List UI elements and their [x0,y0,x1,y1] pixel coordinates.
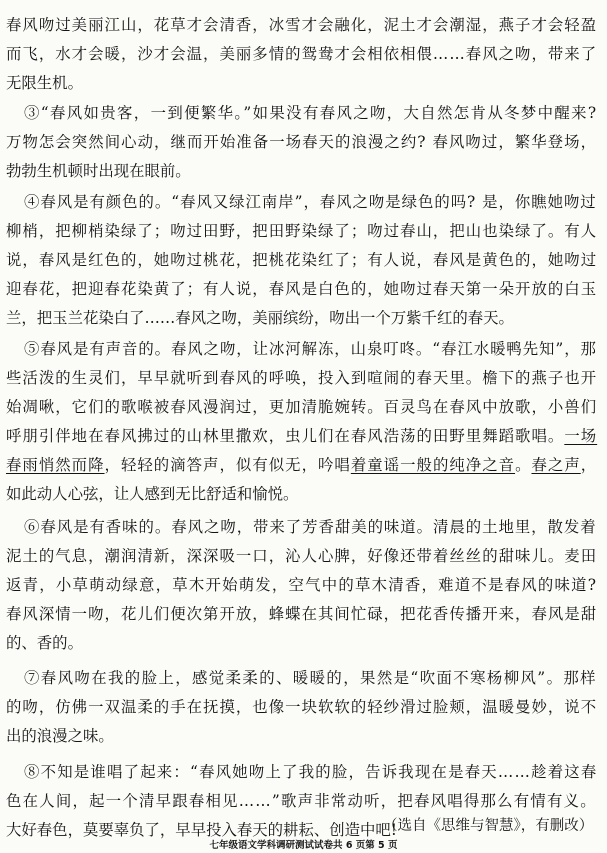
text-line: 柳梢，把柳梢染绿了；吻过田野，把田野染绿了；吻过春山，把山也染绿了。有人 [6,222,598,240]
text-segment: 呼朋引伴地在春风拂过的山林里撒欢，虫儿们在春风浩荡的田野里舞蹈歌唱。 [6,427,565,445]
text-line [6,422,596,451]
text-line: 万物怎会突然间心动，继而开始准备一场春天的浪漫之约? 春风吻过，繁华登场， [6,133,598,151]
text-line: 的吻，仿佛一双温柔的手在抚摸，也像一块软软的轻纱滑过脸颊，温暖曼妙，说不 [6,698,598,716]
text-line: ③“春风如贵客，一到便繁华。”如果没有春风之吻，大自然怎肯从冬梦中醒来? [24,104,598,122]
text-line: ⑦春风吻在我的脸上，感觉柔柔的、暖暖的，果然是“吹面不寒杨柳风”。那样 [24,669,597,687]
text-line: 无限生机。 [6,74,83,92]
text-line: 色在人间，起一个清早跟春相见……”歌声非常动听，把春风唱得那么有情有义。 [6,792,597,810]
underlined-phrase: 一场 [564,427,598,445]
text-line: 出的浪漫之味。 [6,727,114,745]
text-line: ⑤春风是有声音的。春风之吻，让冰河解冻，山泉叮咚。“春江水暖鸭先知”，那 [24,340,597,358]
text-segment: ，轻轻的滴答声，似有似无，吟唱 [104,456,351,474]
text-line: 如此动人心弦，让人感到无比舒适和愉悦。 [6,485,299,503]
text-line: 春风吻过美丽江山，花草才会清香，冰雪才会融化，泥土才会潮湿，燕子才会轻盈 [6,16,598,34]
page-footer: 七年级语文学科调研测试试卷共 6 页第 5 页 [209,840,398,851]
text-line: 大好春色，莫要辜负了，早早投入春天的耕耘、创造中吧! [6,821,397,839]
underlined-phrase: 春之声 [531,456,581,474]
text-line: 返青，小草萌动绿意，草木开始萌发，空气中的草木清香，难道不是春风的味道? [6,576,598,594]
text-line [6,451,596,480]
text-line: 兰，把玉兰花染白了……春风之吻，美丽缤纷，吻出一个万紫千红的春天。 [6,309,514,327]
text-line: 泥土的气息，潮润清新，深深吸一口，沁人心脾，好像还带着丝丝的甜味儿。麦田 [6,547,598,565]
text-line: 说，春风是红色的，她吻过桃花，把桃花染红了；有人说，春风是黄色的，她吻过 [6,251,598,269]
text-line: ⑧不知是谁唱了起来：“春风她吻上了我的脸，告诉我现在是春天……趁着这春 [24,763,598,781]
text-segment: ， [580,456,598,474]
text-line: ⑥春风是有香味的。春风之吻，带来了芳香甜美的味道。清晨的土地里，散发着 [24,518,597,536]
underlined-phrase: 着童谣一般的纯净之音 [350,456,516,474]
source-citation: （选自《思维与智慧》，有删改） [383,818,594,834]
underlined-phrase: 春雨悄然而降 [6,456,105,474]
text-segment: 。 [515,456,532,474]
text-line: 春风深情一吻，花儿们便次第开放，蜂蝶在其间忙碌，把花香传播开来，春风是甜 [6,605,598,623]
text-line: 些活泼的生灵们，早早就听到春风的呼唤，投入到喧闹的春天里。檐下的燕子也开 [6,369,598,387]
text-line: 勃勃生机顿时出现在眼前。 [6,162,191,180]
text-line: 而飞，水才会暖，沙才会温，美丽多情的鸳鸯才会相依相偎……春风之吻，带来了 [6,45,598,63]
text-line: 始凋啾，它们的歌喉被春风漫润过，更加清脆婉转。百灵鸟在春风中放歌，小兽们 [6,398,598,416]
text-line: ④春风是有颜色的。“春风又绿江南岸”，春风之吻是绿色的吗? 是，你瞧她吻过 [24,193,597,211]
text-line: 的、香的。 [6,634,83,652]
text-line: 迎春花，把迎春花染黄了；有人说，春风是白色的，她吻过春天第一朵开放的白玉 [6,280,598,298]
